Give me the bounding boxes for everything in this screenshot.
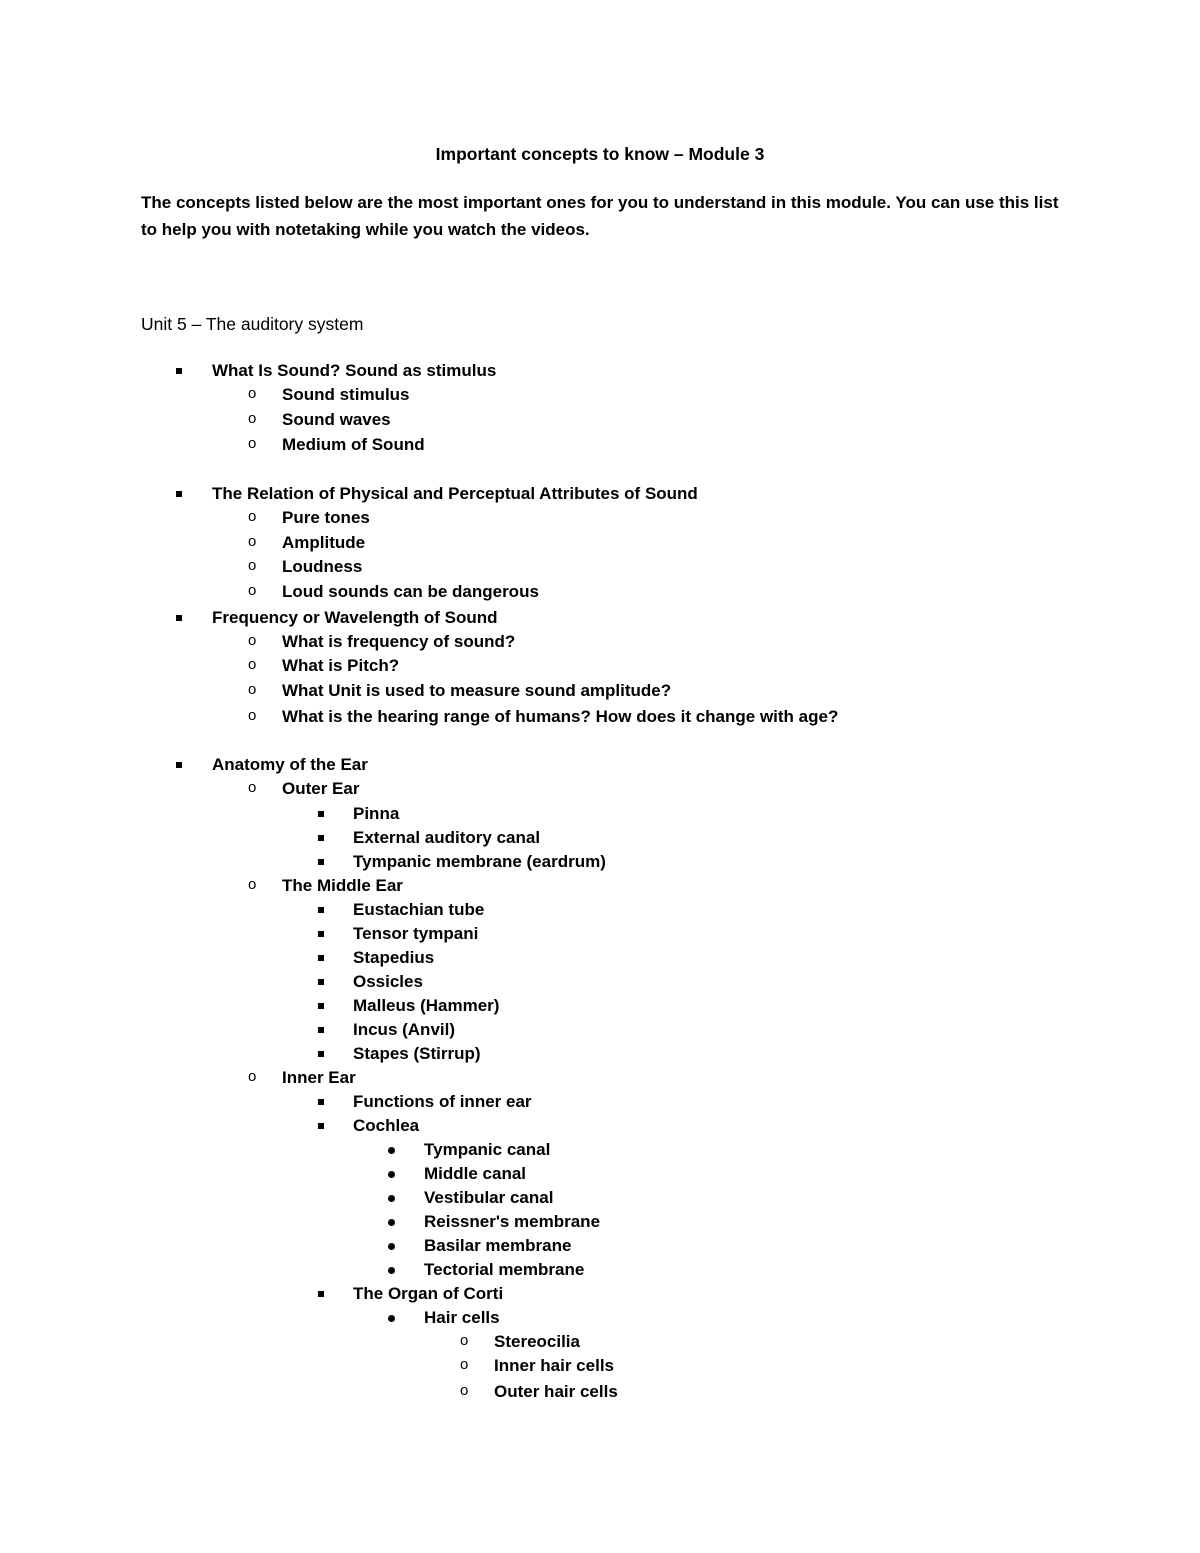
- unit-heading: Unit 5 – The auditory system: [141, 314, 364, 334]
- list-item-level-2: Amplitude: [282, 533, 366, 552]
- circle-bullet-icon: o: [248, 656, 257, 673]
- list-item-level-3: Tensor tympani: [353, 924, 479, 943]
- list-item-level-3: Functions of inner ear: [353, 1092, 532, 1111]
- circle-bullet-icon: o: [248, 385, 257, 402]
- square-bullet-icon: [318, 907, 324, 913]
- square-bullet-icon: [318, 859, 324, 865]
- list-item-level-3: Stapes (Stirrup): [353, 1044, 481, 1063]
- list-item-level-4: Basilar membrane: [424, 1236, 572, 1255]
- list-item-level-2: The Middle Ear: [282, 876, 403, 895]
- list-item-level-2: What Unit is used to measure sound amplitude?: [282, 681, 672, 700]
- list-item-level-3: Malleus (Hammer): [353, 996, 500, 1015]
- circle-bullet-icon: o: [460, 1356, 469, 1373]
- round-bullet-icon: [388, 1243, 395, 1250]
- circle-bullet-icon: o: [248, 681, 257, 698]
- square-bullet-icon: [318, 1123, 324, 1129]
- square-bullet-icon: [318, 835, 324, 841]
- list-item-level-1: Frequency or Wavelength of Sound: [212, 608, 498, 627]
- list-item-level-3: Stapedius: [353, 948, 435, 967]
- list-item-level-4: Reissner's membrane: [424, 1212, 601, 1231]
- list-item-level-3: Eustachian tube: [353, 900, 485, 919]
- list-item-level-3: Tympanic membrane (eardrum): [353, 852, 606, 871]
- list-item-level-2: Loudness: [282, 557, 363, 576]
- circle-bullet-icon: o: [248, 1068, 257, 1085]
- square-bullet-icon: [318, 1099, 324, 1105]
- list-item-level-2: Pure tones: [282, 508, 370, 527]
- list-item-level-5: Stereocilia: [494, 1332, 580, 1351]
- round-bullet-icon: [388, 1267, 395, 1274]
- list-item-level-5: Outer hair cells: [494, 1382, 618, 1401]
- document-title: Important concepts to know – Module 3: [435, 144, 765, 164]
- round-bullet-icon: [388, 1171, 395, 1178]
- circle-bullet-icon: o: [248, 632, 257, 649]
- list-item-level-4: Tympanic canal: [424, 1140, 551, 1159]
- circle-bullet-icon: o: [248, 876, 257, 893]
- circle-bullet-icon: o: [460, 1382, 469, 1399]
- list-item-level-4: Vestibular canal: [424, 1188, 554, 1207]
- round-bullet-icon: [388, 1219, 395, 1226]
- square-bullet-icon: [176, 615, 182, 621]
- square-bullet-icon: [176, 491, 182, 497]
- square-bullet-icon: [318, 1003, 324, 1009]
- square-bullet-icon: [318, 931, 324, 937]
- intro-paragraph: The concepts listed below are the most important ones for you to understand in this module. You can use this list to help you with notetaking while you watch the videos.: [141, 193, 1059, 239]
- circle-bullet-icon: o: [248, 508, 257, 525]
- square-bullet-icon: [176, 368, 182, 374]
- list-item-level-4: Hair cells: [424, 1308, 500, 1327]
- list-item-level-3: The Organ of Corti: [353, 1284, 504, 1303]
- square-bullet-icon: [318, 955, 324, 961]
- list-item-level-3: Incus (Anvil): [353, 1020, 456, 1039]
- square-bullet-icon: [318, 811, 324, 817]
- circle-bullet-icon: o: [248, 557, 257, 574]
- list-item-level-2: Medium of Sound: [282, 435, 425, 454]
- circle-bullet-icon: o: [248, 435, 257, 452]
- list-item-level-2: Sound stimulus: [282, 385, 410, 404]
- square-bullet-icon: [318, 1291, 324, 1297]
- list-item-level-2: Inner Ear: [282, 1068, 356, 1087]
- circle-bullet-icon: o: [460, 1332, 469, 1349]
- list-item-level-2: What is the hearing range of humans? How does it change with age?: [282, 707, 839, 726]
- list-item-level-1: The Relation of Physical and Perceptual Attributes of Sound: [212, 484, 698, 503]
- circle-bullet-icon: o: [248, 410, 257, 427]
- list-item-level-3: Cochlea: [353, 1116, 420, 1135]
- list-item-level-1: What Is Sound? Sound as stimulus: [212, 361, 497, 380]
- circle-bullet-icon: o: [248, 779, 257, 796]
- list-item-level-4: Tectorial membrane: [424, 1260, 585, 1279]
- list-item-level-2: Sound waves: [282, 410, 391, 429]
- list-item-level-2: What is frequency of sound?: [282, 632, 516, 651]
- square-bullet-icon: [318, 1027, 324, 1033]
- square-bullet-icon: [318, 979, 324, 985]
- list-item-level-2: Loud sounds can be dangerous: [282, 582, 539, 601]
- list-item-level-3: Ossicles: [353, 972, 423, 991]
- square-bullet-icon: [318, 1051, 324, 1057]
- circle-bullet-icon: o: [248, 533, 257, 550]
- list-item-level-5: Inner hair cells: [494, 1356, 614, 1375]
- round-bullet-icon: [388, 1315, 395, 1322]
- circle-bullet-icon: o: [248, 707, 257, 724]
- round-bullet-icon: [388, 1147, 395, 1154]
- list-item-level-3: External auditory canal: [353, 828, 541, 847]
- round-bullet-icon: [388, 1195, 395, 1202]
- circle-bullet-icon: o: [248, 582, 257, 599]
- list-item-level-4: Middle canal: [424, 1164, 527, 1183]
- list-item-level-3: Pinna: [353, 804, 400, 823]
- list-item-level-2: What is Pitch?: [282, 656, 400, 675]
- list-item-level-2: Outer Ear: [282, 779, 360, 798]
- list-item-level-1: Anatomy of the Ear: [212, 755, 368, 774]
- square-bullet-icon: [176, 762, 182, 768]
